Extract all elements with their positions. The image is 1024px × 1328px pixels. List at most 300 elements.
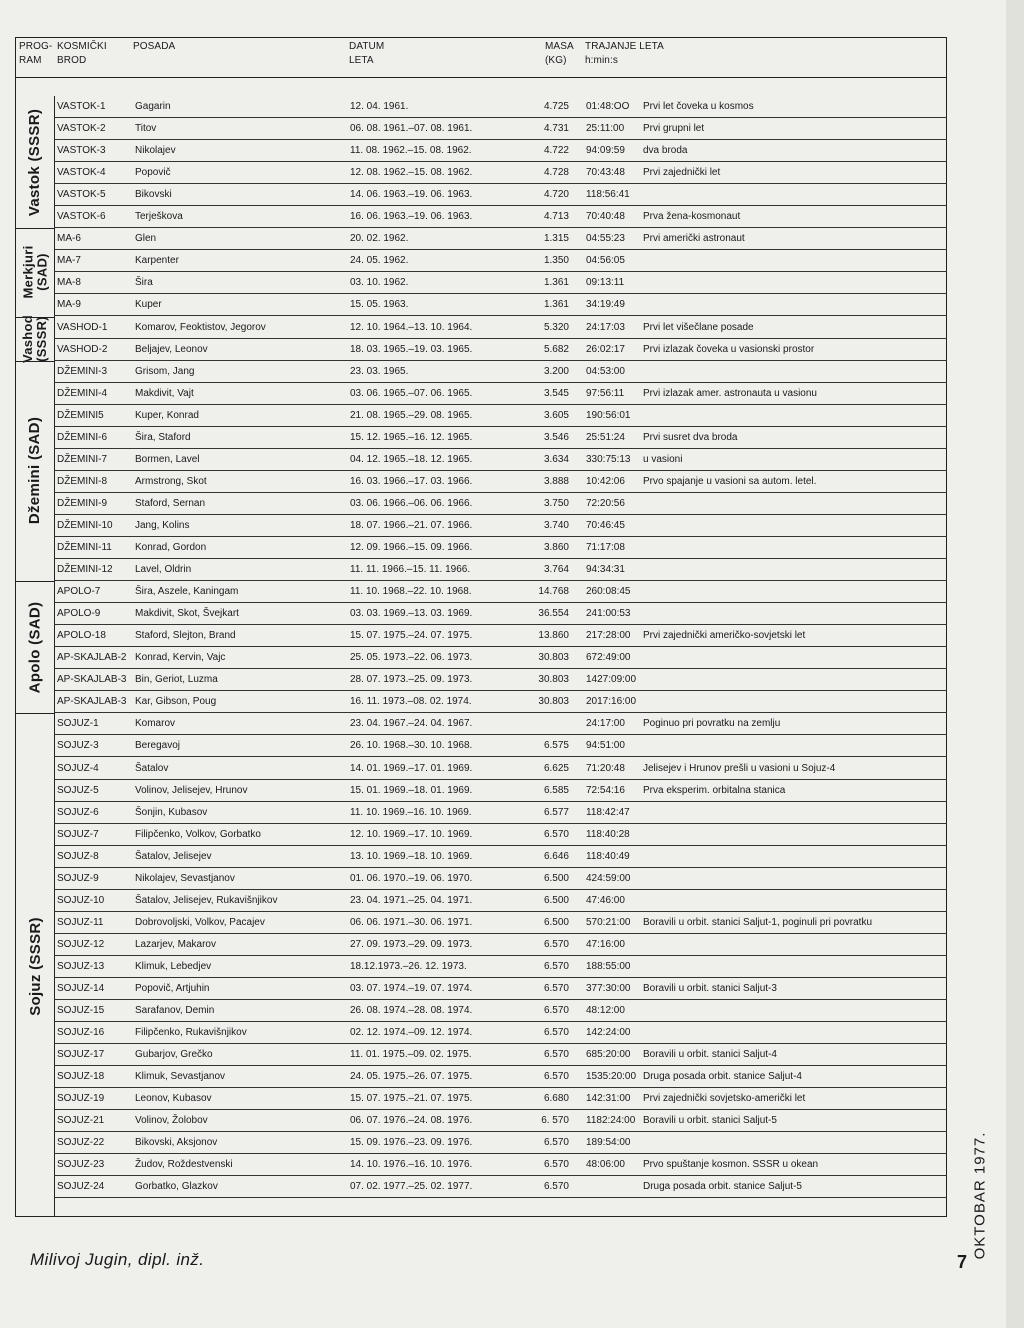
crew-cell: Lavel, Oldrin xyxy=(135,564,192,576)
date-cell: 18. 03. 1965.–19. 03. 1965. xyxy=(350,343,473,355)
date-cell: 21. 08. 1965.–29. 08. 1965. xyxy=(350,409,473,421)
table-row xyxy=(54,735,947,757)
date-cell: 12. 10. 1964.–13. 10. 1964. xyxy=(350,321,473,333)
spacecraft-cell: SOJUZ-3 xyxy=(57,740,99,752)
spacecraft-cell: AP-SKAJLAB-2 xyxy=(57,652,127,664)
spacecraft-cell: DŽEMINI-11 xyxy=(57,542,112,553)
note-cell: Prva žena-kosmonaut xyxy=(643,211,741,223)
note-cell: Prvi let čoveka u kosmos xyxy=(643,101,754,112)
mass-cell: 1.361 xyxy=(543,299,569,311)
date-cell: 20. 02. 1962. xyxy=(350,233,409,245)
header-trajanje xyxy=(585,40,664,68)
crew-cell: Šira, Staford xyxy=(135,431,191,443)
mass-cell: 6.570 xyxy=(543,1071,569,1083)
crew-cell: Bin, Geriot, Luzma xyxy=(135,674,218,686)
date-cell: 16. 03. 1966.–17. 03. 1966. xyxy=(350,475,473,487)
mass-cell: 3.545 xyxy=(543,387,569,399)
spacecraft-cell: APOLO-18 xyxy=(57,630,106,642)
date-cell: 26. 08. 1974.–28. 08. 1974. xyxy=(350,1005,473,1017)
page-number: 7 xyxy=(957,1252,968,1272)
table-row xyxy=(54,581,947,603)
duration-cell: 34:19:49 xyxy=(586,299,625,311)
spacecraft-cell: SOJUZ-5 xyxy=(57,784,99,796)
date-cell: 06. 06. 1971.–30. 06. 1971. xyxy=(350,916,473,928)
crew-cell: Gubarjov, Grečko xyxy=(135,1049,213,1061)
table-row xyxy=(54,1066,947,1088)
table-row xyxy=(54,978,947,1000)
date-cell: 14. 06. 1963.–19. 06. 1963. xyxy=(350,189,473,201)
table-row xyxy=(54,780,947,802)
table-row xyxy=(54,1000,947,1022)
spacecraft-cell: SOJUZ-4 xyxy=(57,762,99,774)
duration-cell: 1427:09:00 xyxy=(586,674,637,686)
header-prog-text: PROG- RAM xyxy=(19,41,53,66)
program-group-text: Vashod (SSSR) xyxy=(20,314,50,363)
duration-cell: 1182:24:00 xyxy=(586,1115,636,1127)
duration-cell: 94:34:31 xyxy=(586,564,625,576)
spacecraft-cell: VASHOD-2 xyxy=(57,343,108,355)
crew-cell: Grisom, Jang xyxy=(135,365,195,377)
program-group-label xyxy=(18,361,52,582)
table-row xyxy=(54,559,947,581)
duration-cell: 70:43:48 xyxy=(586,167,625,179)
crew-cell: Komarov xyxy=(135,718,176,730)
date-cell: 03. 10. 1962. xyxy=(350,277,409,289)
group-separator xyxy=(16,317,54,318)
program-group-label xyxy=(18,96,52,228)
table-row xyxy=(54,1132,947,1154)
date-cell: 26. 10. 1968.–30. 10. 1968. xyxy=(350,740,473,752)
table-row xyxy=(54,515,947,537)
program-group-label xyxy=(18,314,52,363)
mass-cell: 5.682 xyxy=(543,343,569,355)
table-row xyxy=(54,383,947,405)
mass-cell: 6.570 xyxy=(543,960,569,972)
crew-cell: Glen xyxy=(135,233,157,245)
spacecraft-cell: SOJUZ-7 xyxy=(57,828,99,840)
mass-cell: 4.713 xyxy=(543,211,569,223)
mass-cell: 6.570 xyxy=(543,1159,569,1171)
program-group-text: Sojuz (SSSR) xyxy=(26,917,44,1017)
spacecraft-cell: SOJUZ-18 xyxy=(57,1071,105,1083)
table-row xyxy=(54,824,947,846)
mass-cell: 6.570 xyxy=(543,1005,569,1017)
mass-cell: 6.500 xyxy=(543,872,569,884)
mass-cell: 1.361 xyxy=(543,277,569,289)
crew-cell: Lazarjev, Makarov xyxy=(135,938,216,950)
header-posada xyxy=(133,40,175,54)
crew-cell: Titov xyxy=(135,123,157,135)
duration-cell: 118:56:41 xyxy=(586,189,630,201)
mass-cell: 14.768 xyxy=(538,586,569,598)
mass-cell: 6.570 xyxy=(543,1027,569,1039)
spacecraft-cell: SOJUZ-13 xyxy=(57,960,105,972)
header-prog xyxy=(19,40,52,68)
mass-cell: 4.720 xyxy=(543,189,569,201)
date-cell: 12. 04. 1961. xyxy=(350,101,409,112)
mass-cell: 3.750 xyxy=(543,497,569,509)
note-cell: Prvo spajanje u vasioni sa autom. letel. xyxy=(643,475,817,487)
table-row xyxy=(54,934,947,956)
mass-cell: 3.740 xyxy=(543,519,569,531)
crew-cell: Popovič xyxy=(135,167,171,179)
crew-cell: Dobrovoljski, Volkov, Pacajev xyxy=(135,916,265,928)
duration-cell: 48:12:00 xyxy=(586,1005,625,1017)
program-group-text: Apolo (SAD) xyxy=(26,601,44,694)
duration-cell: 424:59:00 xyxy=(586,872,631,884)
duration-cell: 24:17:03 xyxy=(586,321,625,333)
spacecraft-cell: DŽEMINI-8 xyxy=(57,475,107,487)
date-cell: 06. 08. 1961.–07. 08. 1961. xyxy=(350,123,473,135)
spacecraft-cell: VASTOK-5 xyxy=(57,189,106,201)
duration-cell: 25:11:00 xyxy=(586,123,625,135)
duration-cell: 118:42:47 xyxy=(586,806,630,818)
date-cell: 13. 10. 1969.–18. 10. 1969. xyxy=(350,850,473,862)
table-row xyxy=(54,1154,947,1176)
spacecraft-cell: SOJUZ-23 xyxy=(57,1159,105,1171)
table-row xyxy=(54,1110,947,1132)
header-masa xyxy=(545,40,574,68)
spacecraft-cell: APOLO-9 xyxy=(57,608,101,620)
crew-cell: Nikolajev, Sevastjanov xyxy=(135,872,235,884)
date-cell: 23. 04. 1967.–24. 04. 1967. xyxy=(350,718,473,730)
table-row xyxy=(54,1022,947,1044)
table-row xyxy=(54,118,947,140)
duration-cell: 26:02:17 xyxy=(586,343,625,355)
header-kosmicki xyxy=(57,40,107,68)
program-group-text: Merkjuri (SAD) xyxy=(20,245,50,299)
table-row xyxy=(54,537,947,559)
date-cell: 24. 05. 1962. xyxy=(350,255,409,267)
spacecraft-cell: AP-SKAJLAB-3 xyxy=(57,696,127,708)
spacecraft-cell: VASHOD-1 xyxy=(57,321,108,333)
spacecraft-cell: VASTOK-4 xyxy=(57,167,106,179)
date-cell: 15. 12. 1965.–16. 12. 1965. xyxy=(350,431,473,443)
spacecraft-cell: SOJUZ-6 xyxy=(57,806,99,818)
crew-cell: Karpenter xyxy=(135,255,179,267)
date-cell: 03. 06. 1965.–07. 06. 1965. xyxy=(350,387,473,399)
crew-cell: Klimuk, Sevastjanov xyxy=(135,1071,226,1083)
date-cell: 16. 06. 1963.–19. 06. 1963. xyxy=(350,211,473,223)
duration-cell: 24:17:00 xyxy=(586,718,625,730)
spacecraft-cell: SOJUZ-9 xyxy=(57,872,99,884)
mass-cell: 6.680 xyxy=(543,1093,569,1105)
crew-cell: Konrad, Gordon xyxy=(135,542,207,553)
crew-cell: Šatalov, Jelisejev, Rukavišnjikov xyxy=(135,894,278,906)
duration-cell: 190:56:01 xyxy=(586,409,631,421)
mass-cell: 6.570 xyxy=(543,828,569,840)
date-cell: 11. 10. 1968.–22. 10. 1968. xyxy=(350,586,472,598)
mass-cell: 6.500 xyxy=(543,894,569,906)
date-cell: 15. 09. 1976.–23. 09. 1976. xyxy=(350,1137,473,1149)
mass-cell: 3.634 xyxy=(543,453,569,465)
crew-cell: Bormen, Lavel xyxy=(135,453,200,465)
duration-cell: 71:17:08 xyxy=(586,542,625,553)
date-cell: 15. 01. 1969.–18. 01. 1969. xyxy=(350,784,473,796)
duration-cell: 94:51:00 xyxy=(586,740,625,752)
spacecraft-cell: SOJUZ-14 xyxy=(57,983,105,994)
duration-cell: 01:48:OO xyxy=(586,101,630,112)
program-group-label xyxy=(18,581,52,713)
duration-cell: 97:56:11 xyxy=(586,387,625,399)
date-cell: 14. 01. 1969.–17. 01. 1969. xyxy=(350,762,473,774)
date-cell: 28. 07. 1973.–25. 09. 1973. xyxy=(350,674,473,686)
table-row xyxy=(54,427,947,449)
crew-cell: Žudov, Roždestvenski xyxy=(135,1159,233,1171)
crew-cell: Kuper xyxy=(135,299,162,311)
mass-cell: 1.315 xyxy=(543,233,569,245)
crew-cell: Klimuk, Lebedjev xyxy=(135,960,212,972)
crew-cell: Beregavoj xyxy=(135,740,181,752)
program-group-text: Džemini (SAD) xyxy=(26,417,44,525)
spacecraft-cell: SOJUZ-19 xyxy=(57,1093,105,1105)
note-cell: Prvi let višečlane posade xyxy=(643,321,754,333)
table-row xyxy=(54,339,947,361)
program-group-label xyxy=(18,713,52,1220)
spacecraft-cell: SOJUZ-17 xyxy=(57,1049,105,1061)
spacecraft-cell: DŽEMINI5 xyxy=(57,409,104,421)
spacecraft-cell: AP-SKAJLAB-3 xyxy=(57,674,127,686)
table-row xyxy=(54,206,947,228)
date-cell: 04. 12. 1965.–18. 12. 1965. xyxy=(350,453,473,465)
note-cell: Jelisejev i Hrunov prešli u vasioni u Sojuz-4 xyxy=(643,762,836,774)
table-row xyxy=(54,713,947,735)
spacecraft-cell: SOJUZ-24 xyxy=(57,1181,105,1193)
duration-cell: 04:55:23 xyxy=(586,233,625,245)
duration-cell: 71:20:48 xyxy=(586,762,625,774)
group-separator xyxy=(16,581,54,582)
duration-cell: 685:20:00 xyxy=(586,1049,631,1061)
duration-cell: 330:75:13 xyxy=(586,453,631,465)
note-cell: Prvi grupni let xyxy=(643,123,705,135)
note-cell: Prvi izlazak čoveka u vasionski prostor xyxy=(643,343,815,355)
crew-cell: Gorbatko, Glazkov xyxy=(135,1181,218,1193)
duration-cell: 09:13:11 xyxy=(586,277,625,289)
mass-cell: 3.860 xyxy=(543,542,569,553)
spacecraft-cell: DŽEMINI-10 xyxy=(57,519,113,531)
table-row xyxy=(54,228,947,250)
spacecraft-cell: VASTOK-1 xyxy=(57,101,106,112)
page-edge xyxy=(1006,0,1024,1328)
mass-cell: 6.570 xyxy=(543,983,569,994)
note-cell: Prvi susret dva broda xyxy=(643,431,738,443)
note-cell: Boravili u orbit. stanici Saljut-4 xyxy=(643,1049,777,1061)
mass-cell: 4.728 xyxy=(543,167,569,179)
table-row xyxy=(54,890,947,912)
table-row xyxy=(54,140,947,162)
crew-cell: Makdivit, Skot, Švejkart xyxy=(135,608,239,620)
header-trajanje-text: TRAJANJE LETA h:min:s xyxy=(585,41,664,66)
duration-cell: 47:16:00 xyxy=(586,938,625,950)
header-masa-text: MASA (KG) xyxy=(545,41,574,66)
date-cell: 11. 08. 1962.–15. 08. 1962. xyxy=(350,145,472,157)
note-cell: Boravili u orbit. stanici Saljut-5 xyxy=(643,1115,777,1127)
table-row xyxy=(54,1088,947,1110)
table-row xyxy=(54,471,947,493)
duration-cell: 25:51:24 xyxy=(586,431,625,443)
duration-cell: 48:06:00 xyxy=(586,1159,625,1171)
crew-cell: Staford, Slejton, Brand xyxy=(135,630,236,642)
date-cell: 07. 02. 1977.–25. 02. 1977. xyxy=(350,1181,473,1193)
table-row xyxy=(54,912,947,934)
date-cell: 15. 07. 1975.–21. 07. 1975. xyxy=(350,1093,473,1105)
crew-cell: Terješkova xyxy=(135,211,183,223)
crew-cell: Šatalov xyxy=(135,762,169,774)
table-row xyxy=(54,449,947,471)
table-row xyxy=(54,691,947,713)
spacecraft-cell: VASTOK-3 xyxy=(57,145,106,157)
duration-cell: 72:20:56 xyxy=(586,497,625,509)
date-cell: 18.12.1973.–26. 12. 1973. xyxy=(350,960,467,972)
mass-cell: 6. 570 xyxy=(541,1115,569,1127)
duration-cell: 70:46:45 xyxy=(586,519,625,531)
duration-cell: 04:56:05 xyxy=(586,255,625,267)
group-separator xyxy=(16,361,54,362)
mass-cell: 1.350 xyxy=(543,255,569,267)
date-cell: 15. 05. 1963. xyxy=(350,299,409,311)
spacecraft-cell: SOJUZ-22 xyxy=(57,1137,105,1149)
date-cell: 03. 03. 1969.–13. 03. 1969. xyxy=(350,608,473,620)
crew-cell: Šira, Aszele, Kaningam xyxy=(135,586,239,598)
date-cell: 12. 10. 1969.–17. 10. 1969. xyxy=(350,828,473,840)
spacecraft-cell: SOJUZ-15 xyxy=(57,1005,105,1017)
date-cell: 12. 09. 1966.–15. 09. 1966. xyxy=(350,542,473,553)
author-signature: Milivoj Jugin, dipl. inž. xyxy=(30,1250,205,1269)
note-cell: Prvi zajednički sovjetsko-američki let xyxy=(643,1093,806,1105)
spacecraft-cell: MA-9 xyxy=(57,299,81,311)
crew-cell: Armstrong, Skot xyxy=(135,475,207,487)
duration-cell: 118:40:28 xyxy=(586,828,630,840)
note-cell: Poginuo pri povratku na zemlju xyxy=(643,718,781,730)
crew-cell: Nikolajev xyxy=(135,145,176,157)
table-row xyxy=(54,846,947,868)
mass-cell: 6.575 xyxy=(543,740,569,752)
spacecraft-cell: MA-8 xyxy=(57,277,81,289)
date-cell: 06. 07. 1976.–24. 08. 1976. xyxy=(350,1115,473,1127)
crew-cell: Makdivit, Vajt xyxy=(135,387,194,399)
table-row xyxy=(54,868,947,890)
table-row xyxy=(54,802,947,824)
note-cell: dva broda xyxy=(643,145,688,157)
crew-cell: Filipčenko, Rukavišnjikov xyxy=(135,1027,247,1039)
spacecraft-cell: DŽEMINI-4 xyxy=(57,387,107,399)
table-row xyxy=(54,493,947,515)
mass-cell: 3.764 xyxy=(543,564,569,576)
mass-cell: 3.888 xyxy=(543,475,569,487)
spacecraft-cell: SOJUZ-12 xyxy=(57,938,105,950)
spacecraft-cell: SOJUZ-21 xyxy=(57,1115,105,1127)
spacecraft-cell: DŽEMINI-6 xyxy=(57,431,107,443)
table-row xyxy=(54,647,947,669)
crew-cell: Beljajev, Leonov xyxy=(135,343,208,355)
mass-cell: 6.577 xyxy=(543,806,569,818)
duration-cell: 188:55:00 xyxy=(586,960,631,972)
crew-cell: Leonov, Kubasov xyxy=(135,1093,212,1105)
table-row xyxy=(54,625,947,647)
crew-cell: Bikovski, Aksjonov xyxy=(135,1137,218,1149)
header-datum xyxy=(349,40,384,68)
row-rule xyxy=(54,1197,947,1198)
mass-cell: 36.554 xyxy=(538,608,569,620)
mass-cell: 6.570 xyxy=(543,1137,569,1149)
duration-cell: 189:54:00 xyxy=(586,1137,631,1149)
spacecraft-cell: MA-6 xyxy=(57,233,81,245)
mass-cell: 3.605 xyxy=(543,409,569,421)
spacecraft-cell: DŽEMINI-9 xyxy=(57,497,107,509)
duration-cell: 70:40:48 xyxy=(586,211,625,223)
date-cell: 24. 05. 1975.–26. 07. 1975. xyxy=(350,1071,473,1083)
spacecraft-cell: DŽEMINI-7 xyxy=(57,453,107,465)
note-cell: Prvi zajednički američko-sovjetski let xyxy=(643,630,806,642)
spacecraft-cell: VASTOK-6 xyxy=(57,211,106,223)
crew-cell: Šatalov, Jelisejev xyxy=(135,850,212,862)
table-row xyxy=(54,669,947,691)
duration-cell: 217:28:00 xyxy=(586,630,631,642)
date-cell: 11. 11. 1966.–15. 11. 1966. xyxy=(350,564,471,576)
duration-cell: 72:54:16 xyxy=(586,784,625,796)
duration-cell: 142:31:00 xyxy=(586,1093,631,1105)
duration-cell: 377:30:00 xyxy=(586,983,631,994)
spacecraft-cell: SOJUZ-1 xyxy=(57,718,99,730)
spacecraft-cell: SOJUZ-11 xyxy=(57,916,104,928)
mass-cell: 6.570 xyxy=(543,938,569,950)
spacecraft-cell: SOJUZ-16 xyxy=(57,1027,105,1039)
date-cell: 02. 12. 1974.–09. 12. 1974. xyxy=(350,1027,473,1039)
note-cell: u vasioni xyxy=(643,453,683,465)
crew-cell: Konrad, Kervin, Vajc xyxy=(135,652,226,664)
date-cell: 18. 07. 1966.–21. 07. 1966. xyxy=(350,519,473,531)
mass-cell: 30.803 xyxy=(538,696,569,708)
mass-cell: 6.570 xyxy=(543,1049,569,1061)
crew-cell: Filipčenko, Volkov, Gorbatko xyxy=(135,828,261,840)
crew-cell: Jang, Kolins xyxy=(135,519,190,531)
date-cell: 23. 03. 1965. xyxy=(350,365,409,377)
mass-cell: 6.625 xyxy=(543,762,569,774)
table-row xyxy=(54,361,947,383)
duration-cell: 118:40:49 xyxy=(586,850,630,862)
table-row xyxy=(54,272,947,294)
table-row xyxy=(54,956,947,978)
table-row xyxy=(54,1044,947,1066)
date-cell: 11. 10. 1969.–16. 10. 1969. xyxy=(350,806,472,818)
table-row xyxy=(54,162,947,184)
mass-cell: 30.803 xyxy=(538,674,569,686)
duration-cell: 570:21:00 xyxy=(586,916,631,928)
duration-cell: 10:42:06 xyxy=(586,475,625,487)
mass-cell: 6.570 xyxy=(543,1181,569,1193)
program-group-text: Vastok (SSSR) xyxy=(26,108,44,216)
date-cell: 15. 07. 1975.–24. 07. 1975. xyxy=(350,630,473,642)
table-row xyxy=(54,1176,947,1198)
mass-cell: 30.803 xyxy=(538,652,569,664)
crew-cell: Volinov, Žolobov xyxy=(135,1115,208,1127)
date-cell: 11. 01. 1975.–09. 02. 1975. xyxy=(350,1049,472,1061)
mass-cell: 5.320 xyxy=(543,321,569,333)
duration-cell: 04:53:00 xyxy=(586,365,625,377)
table-row xyxy=(54,758,947,780)
header-divider xyxy=(16,77,946,78)
header-kosmicki-text: KOSMIČKI BROD xyxy=(57,41,107,66)
crew-cell: Gagarin xyxy=(135,101,171,112)
duration-cell: 47:46:00 xyxy=(586,894,625,906)
crew-cell: Sarafanov, Demin xyxy=(135,1005,215,1017)
crew-cell: Šonjin, Kubasov xyxy=(135,806,208,818)
duration-cell: 94:09:59 xyxy=(586,145,625,157)
note-cell: Druga posada orbit. stanice Saljut-5 xyxy=(643,1181,802,1193)
header-posada-text: POSADA xyxy=(133,41,176,52)
spacecraft-cell: DŽEMINI-12 xyxy=(57,564,113,576)
mass-cell: 4.731 xyxy=(543,123,569,135)
